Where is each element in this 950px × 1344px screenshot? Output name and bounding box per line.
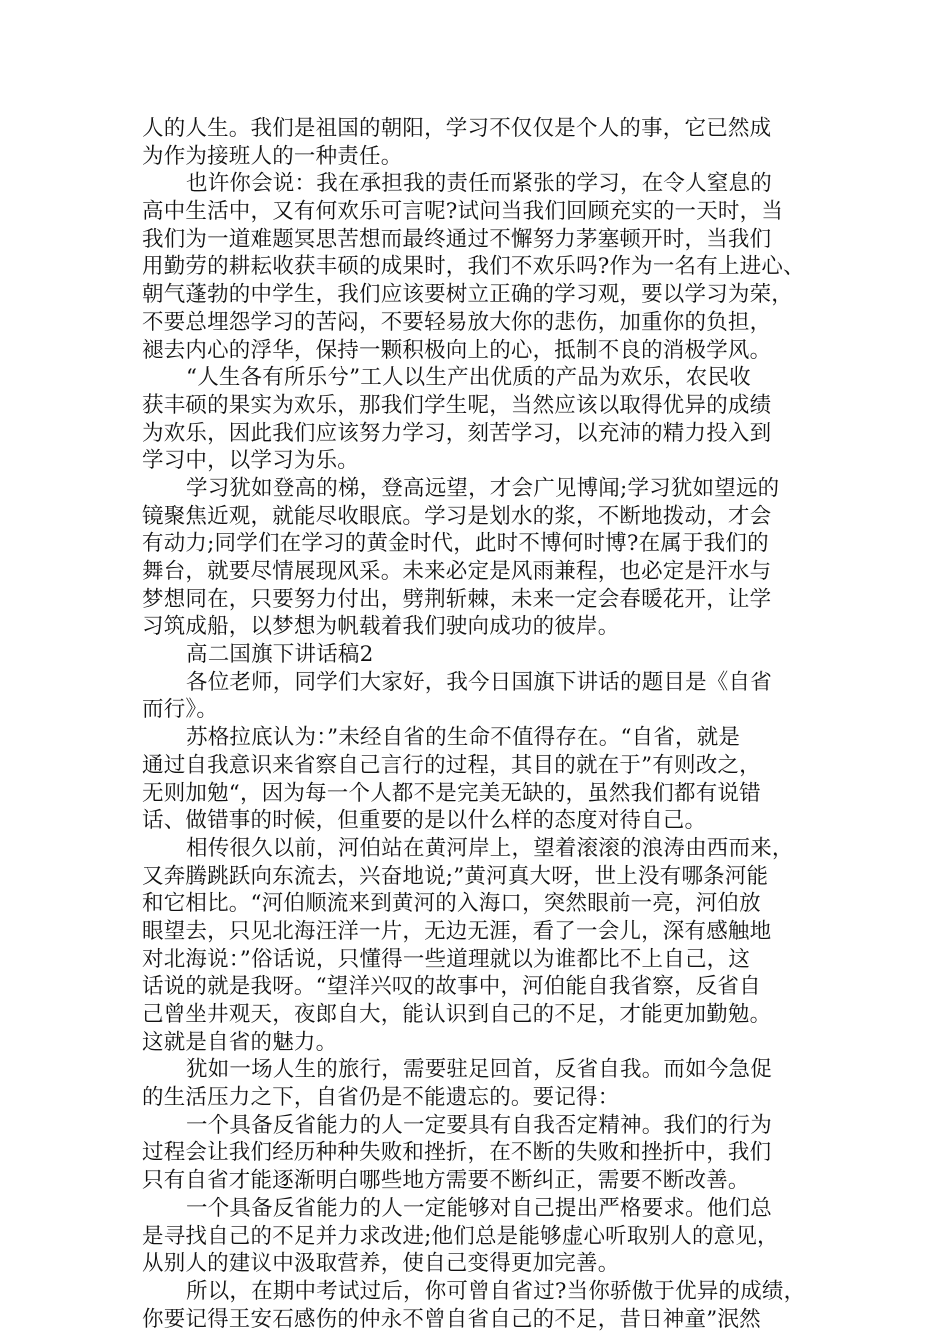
paragraph-start-line: 苏格拉底认为：”未经自省的生命不值得存在。“自省，就是 xyxy=(186,725,741,751)
text-line: 为欢乐，因此我们应该努力学习，刻苦学习，以充沛的精力投入到 xyxy=(142,420,772,446)
text-line: 的生活压力之下，自省仍是不能遗忘的。要记得： xyxy=(142,1085,620,1111)
text-line: 己曾坐井观天，夜郎自大，能认识到自己的不足，才能更加勤勉。 xyxy=(142,1002,772,1027)
text-line: 高中生活中，又有何欢乐可言呢?试问当我们回顾充实的一天时，当 xyxy=(142,199,784,225)
text-line: 无则加勉“，因为每一个人都不是完美无缺的，虽然我们都有说错 xyxy=(142,780,761,806)
text-line: 朝气蓬勃的中学生，我们应该要树立正确的学习观，要以学习为荣， xyxy=(142,282,794,308)
text-line: 是寻找自己的不足并力求改进;他们总是能够虚心听取别人的意见， xyxy=(142,1223,779,1249)
paragraph-start-line: 学习犹如登高的梯，登高远望，才会广见博闻;学习犹如望远的 xyxy=(186,475,780,501)
text-line: 而行》。 xyxy=(142,697,219,723)
text-line: 习筑成船，以梦想为帆载着我们驶向成功的彼岸。 xyxy=(142,614,620,640)
text-line: 话、做错事的时候，但重要的是以什么样的态度对待自己。 xyxy=(142,808,707,834)
text-line: 只有自省才能逐渐明白哪些地方需要不断纠正，需要不断改善。 xyxy=(142,1168,750,1194)
paragraph-start-line: 犹如一场人生的旅行，需要驻足回首，反省自我。而如今急促 xyxy=(186,1057,772,1083)
text-line: 话说的就是我呀。“望洋兴叹的故事中，河伯能自我省察，反省自 xyxy=(142,974,761,1000)
text-line: 对北海说：”俗话说，只懂得一些道理就以为谁都比不上自己，这 xyxy=(142,946,751,972)
text-line: 从别人的建议中汲取营养，使自己变得更加完善。 xyxy=(142,1251,620,1277)
text-line: 通过自我意识来省察自己言行的过程，其目的就在于”有则改之， xyxy=(142,752,761,778)
text-line: 获丰硕的果实为欢乐，那我们学生呢，当然应该以取得优异的成绩 xyxy=(142,392,772,418)
paragraph-start-line: 一个具备反省能力的人一定能够对自己提出严格要求。他们总 xyxy=(186,1195,772,1221)
paragraph-start-line: 各位老师，同学们大家好，我今日国旗下讲话的题目是《自省 xyxy=(186,669,772,695)
text-line: 梦想同在，只要努力付出，劈荆斩棘，未来一定会春暖花开，让学 xyxy=(142,586,772,612)
text-line: 镜聚焦近观，就能尽收眼底。学习是划水的浆，不断地拨动，才会 xyxy=(142,503,772,529)
text-line: 有动力;同学们在学习的黄金时代，此时不博何时博?在属于我们的 xyxy=(142,531,769,557)
text-line: 学习中，以学习为乐。 xyxy=(142,448,360,474)
text-line: 过程会让我们经历种种失败和挫折，在不断的失败和挫折中，我们 xyxy=(142,1140,772,1166)
paragraph-start-line: “人生各有所乐兮”工人以生产出优质的产品为欢乐，农民收 xyxy=(186,365,751,391)
paragraph-start-line: 相传很久以前，河伯站在黄河岸上，望着滚滚的浪涛由西而来， xyxy=(186,835,794,861)
paragraph-start-line: 高二国旗下讲话稿2 xyxy=(186,642,374,668)
text-line: 褪去内心的浮华，保持一颗积极向上的心，抵制不良的消极学风。 xyxy=(142,337,772,363)
paragraph-start-line: 一个具备反省能力的人一定要具有自我否定精神。我们的行为 xyxy=(186,1112,772,1138)
text-line: 这就是自省的魅力。 xyxy=(142,1029,338,1055)
text-line: 用勤劳的耕耘收获丰硕的成果时，我们不欢乐吗?作为一名有上进心、 xyxy=(142,254,805,280)
text-line: 眼望去，只见北海汪洋一片，无边无涯，看了一会儿，深有感触地 xyxy=(142,918,772,944)
text-line: 不要总埋怨学习的苦闷，不要轻易放大你的悲伤，加重你的负担， xyxy=(142,309,772,335)
text-line: 为作为接班人的一种责任。 xyxy=(142,143,403,169)
paragraph-start-line: 也许你会说：我在承担我的责任而紧张的学习，在令人窒息的 xyxy=(186,171,772,197)
text-line: 你要记得王安石感伤的仲永不曾自省自己的不足，昔日神童”泯然 xyxy=(142,1306,761,1332)
document-body xyxy=(142,115,832,1333)
text-line: 人的人生。我们是祖国的朝阳，学习不仅仅是个人的事，它已然成 xyxy=(142,116,772,141)
text-line: 又奔腾跳跃向东流去，兴奋地说;”黄河真大呀，世上没有哪条河能 xyxy=(142,863,769,889)
text-line: 舞台，就要尽情展现风采。未来必定是风雨兼程，也必定是汗水与 xyxy=(142,559,772,584)
paragraph-start-line: 所以，在期中考试过后，你可曾自省过?当你骄傲于优异的成绩， xyxy=(186,1278,806,1304)
text-line: 我们为一道难题冥思苦想而最终通过不懈努力茅塞顿开时，当我们 xyxy=(142,226,772,252)
text-line: 和它相比。“河伯顺流来到黄河的入海口，突然眼前一亮，河伯放 xyxy=(142,891,761,917)
